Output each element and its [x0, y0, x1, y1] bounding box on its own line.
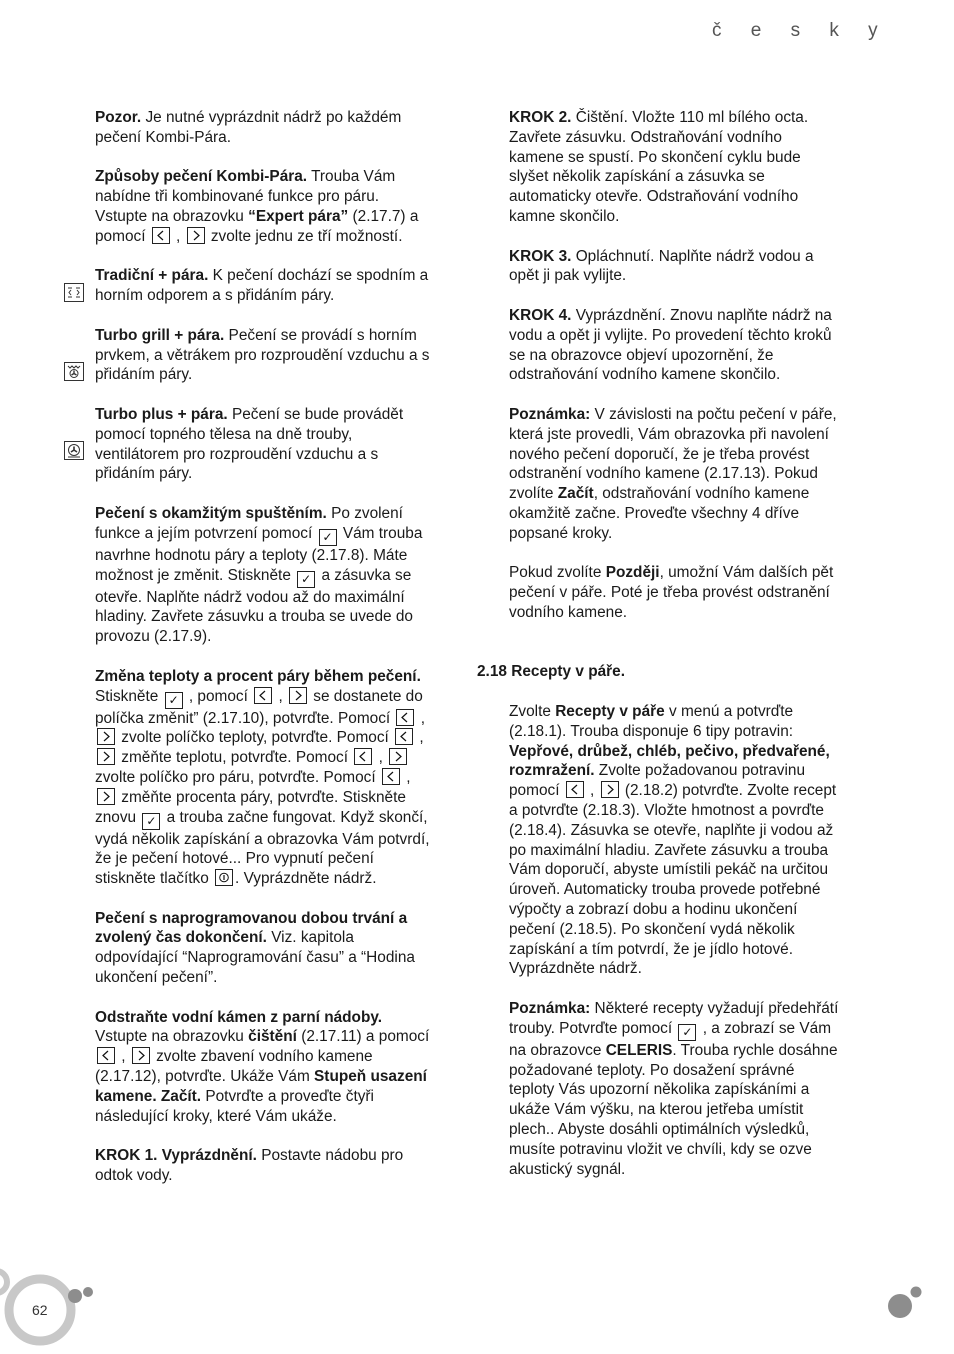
- chevron-right-icon: [97, 728, 115, 745]
- chevron-right-icon: [97, 788, 115, 805]
- chevron-right-icon: [389, 748, 407, 765]
- traditional-steam-mode-icon: [64, 283, 84, 302]
- confirm-check-icon: ✓: [165, 692, 183, 709]
- paragraph-instant-start: Pečení s okamžitým spuštěním. Po zvolení funkce a jejím potvrzení pomocí ✓ Vám trouba navrhne hodnotu páry a teploty (2.17.8). Máte možnost je změnit. Stiskněte ✓ a zásuvka se otevře. Naplňte nádrž vodou až do maximální hladiny. Zavřete zásuvku a trouba se uvede do provozu (2.17.9).: [95, 504, 423, 646]
- chevron-left-icon: [354, 748, 372, 765]
- turbo-plus-steam-mode-icon: [64, 441, 84, 460]
- chevron-right-icon: [132, 1047, 150, 1064]
- paragraph-note-preheat: Poznámka: Některé recepty vyžadují předehřátí trouby. Potvrďte pomocí ✓ , a zobrazí se Vám na obrazovce CELERIS. Trouba rychle dosáhne požadované teploty. Po dosažení správné teploty Vás upozorní několika zapískáními a ukáže Vám výšku, na kterou jetřeba umístit plech.. Abyste dosáhli optimálních výsledků, musíte potravinu vložit ve chvíli, kdy se ozve akustický sygnál.: [509, 999, 839, 1178]
- paragraph-programmed: Pečení s naprogramovanou dobou trvání a zvolený čas dokončení. Viz. kapitola odpovídající “Naprogramování času” a “Hodina ukončení pečení”.: [95, 909, 415, 987]
- chevron-left-icon: [97, 1047, 115, 1064]
- confirm-check-icon: ✓: [319, 529, 337, 546]
- section-heading: 2.18 Recepty v páře.: [477, 663, 626, 680]
- chevron-left-icon: [382, 768, 400, 785]
- chevron-right-icon: [187, 227, 205, 244]
- confirm-check-icon: ✓: [678, 1024, 696, 1041]
- paragraph-later: Pokud zvolíte Později, umožní Vám dalších pět pečení v páře. Poté je třeba provést odstranění vodního kamene.: [509, 564, 834, 621]
- language-label: č e s k y: [712, 20, 890, 41]
- paragraph-change-temperature: Změna teploty a procent páry během pečení. Stiskněte ✓ , pomocí , se dostanete do políčka změnit” (2.17.10), potvrďte. Pomocí , zvolte políčko teploty, potvrďte. Pomocí , změňte teplotu, potvrďte. Pomocí , zvolte políčko pro páru, potvrďte. Pomocí , změňte procenta páry, potvrďte. Stiskněte znovu ✓ a trouba začne fungovat. Když skončí, vydá několik zapískání a obrazovka Vám potvrdí, že je pečení hotové... Pro vypnutí pečení stiskněte tlačítko . Vyprázdněte nádrž.: [95, 667, 430, 888]
- confirm-check-icon: ✓: [142, 813, 160, 830]
- chevron-left-icon: [396, 709, 414, 726]
- page-number: 62: [32, 1302, 48, 1318]
- right-column-upper: [509, 108, 839, 623]
- paragraph-descaling: Odstraňte vodní kámen z parní nádoby. Vstupte na obrazovku čištění (2.17.11) a pomocí , zvolte zbavení vodního kamene (2.17.12), potvrďte. Ukáže Vám Stupeň usazení kamene. Začít. Potvrďte a proveďte čtyři následující kroky, které Vám ukáže.: [95, 1008, 430, 1125]
- confirm-check-icon: ✓: [297, 571, 315, 588]
- paragraph-recipes: Zvolte Recepty v páře v menú a potvrďte (2.18.1). Trouba disponuje 6 tipy potravin: Vepřové, drůbež, chléb, pečivo, předvařené, rozmražení. Zvolte požadovanou potravinu pomocí , (2.18.2) potvrďte. Zvolte recept a potvrďte (2.18.3). Vložte hmotnost a povrďte (2.18.4). Zásuvka se otevře, naplňte ji vodou až po maximální hladiu. Zavřete zásuvku a trouba Vám doporučí, abyste umístili pekáč na určitou úroveň. Automaticky trouba provede potřebné výpočty a zobrazí dobu a hodinu ukončení pečení (2.18.5). Po skončení vydá několik zapískání a tím potvrdí, že je jídlo hotové. Vyprázdněte nádrž.: [509, 703, 837, 978]
- paragraph-step2: KROK 2. Čištění. Vložte 110 ml bílého octa. Zavřete zásuvku. Odstraňování vodního kamene se spustí. Po skončení cyklu bude slyšet několik zapískání a zásuvka se automaticky otevře. Odstraňování vodního kamne skončilo.: [509, 109, 809, 225]
- corner-dots-decoration: [884, 1282, 924, 1322]
- right-column-lower: [509, 702, 839, 1179]
- power-stop-icon: [215, 869, 233, 886]
- paragraph-step4: KROK 4. Vyprázdnění. Znovu naplňte nádrž na vodu a opět ji vylijte. Po provedení těchto kroků se na obrazovce objeví upozornění, že odstraňování vodního kamene skončilo.: [509, 306, 832, 384]
- page-badge-decoration: [0, 1262, 110, 1354]
- chevron-right-icon: [289, 687, 307, 704]
- left-column: [95, 108, 433, 1186]
- paragraph-turbo-plus: Turbo plus + pára. Pečení se bude provádět pomocí topného tělesa na dně trouby, ventilátorem pro rozproudění vzduchu a s přidáním páry.: [95, 405, 404, 483]
- chevron-left-icon: [566, 781, 584, 798]
- paragraph-steam-modes: Způsoby pečení Kombi-Pára. Trouba Vám nabídne tři kombinované funkce pro páru. Vstupte na obrazovku “Expert pára” (2.17.7) a pomocí , zvolte jednu ze tří možností.: [95, 168, 419, 245]
- chevron-left-icon: [254, 687, 272, 704]
- paragraph-traditional: Tradiční + pára. K pečení dochází se spodním a horním odporem a s přidáním páry.: [95, 267, 429, 305]
- paragraph-step3: KROK 3. Opláchnutí. Naplňte nádrž vodou a opět ji pak vylijte.: [509, 247, 814, 285]
- chevron-left-icon: [152, 227, 170, 244]
- chevron-right-icon: [97, 748, 115, 765]
- turbo-grill-steam-mode-icon: [64, 362, 84, 381]
- paragraph-step1: KROK 1. Vyprázdnění. Postavte nádobu pro odtok vody.: [95, 1147, 404, 1185]
- chevron-left-icon: [395, 728, 413, 745]
- note-pozor: Pozor. Je nutné vyprázdnit nádrž po každém pečení Kombi-Pára.: [95, 109, 402, 146]
- paragraph-note-descaling: Poznámka: V závislosti na počtu pečení v páře, která jste provedli, Vám obrazovka při navolení nového pečení doporučí, že je třeba provést odstranění vodního kamene (2.17.13). Pokud zvolíte Začít, odstraňování vodního kamene okamžitě začne. Proveďte všechny 4 dříve popsané kroky.: [509, 405, 837, 542]
- paragraph-turbo-grill: Turbo grill + pára. Pečení se provádí s horním prvkem, a větrákem pro rozproudění vzduchu a s přidáním páry.: [95, 326, 430, 384]
- chevron-right-icon: [601, 781, 619, 798]
